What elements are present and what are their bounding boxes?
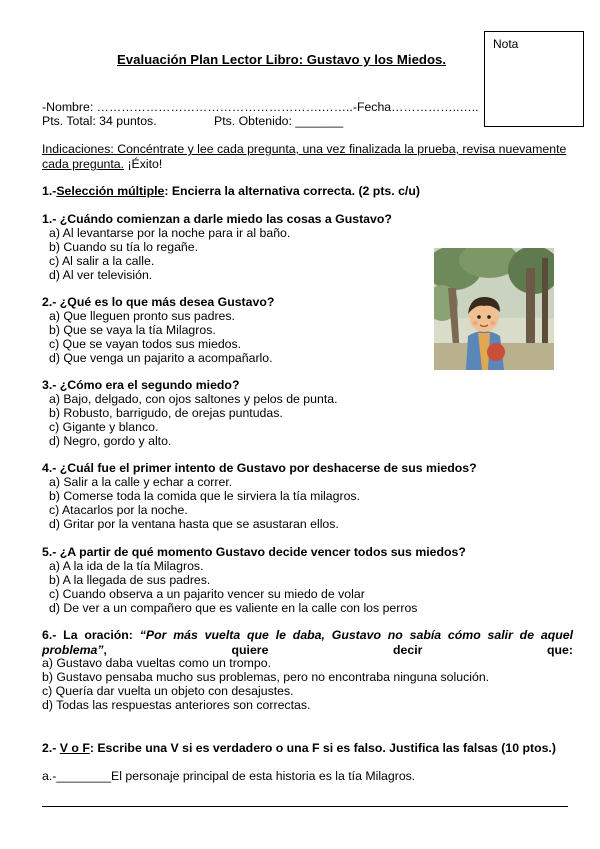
nota-box <box>484 31 584 127</box>
q3-option-d: d) Negro, gordo y alto. <box>49 434 172 448</box>
q2-option-d: d) Que venga un pajarito a acompañarlo. <box>49 351 273 365</box>
section2-prefix: 2.- <box>42 741 60 755</box>
q3-option-c: c) Gigante y blanco. <box>49 420 159 434</box>
section2-heading <box>42 741 556 755</box>
section1-heading <box>42 184 420 198</box>
total-points: Pts. Total: 34 puntos. <box>42 114 157 128</box>
q4-option-d: d) Gritar por la ventana hasta que se asustaran ellos. <box>49 517 339 531</box>
q5-option-a: a) A la ida de la tía Milagros. <box>49 559 204 573</box>
q4-option-b: b) Comerse toda la comida que le sirviera la tía milagros. <box>49 489 360 503</box>
section2-vf: V o F <box>59 741 90 755</box>
q1-option-d: d) Al ver televisión. <box>49 268 153 282</box>
name-date-line: -Nombre: ……………………………………………….……..-Fecha……………..….. <box>42 100 479 114</box>
instructions-label: Indicaciones: <box>42 142 114 156</box>
q5-option-d: d) De ver a un compañero que es valiente en la calle con los perros <box>49 601 418 615</box>
q3-option-a: a) Bajo, delgado, con ojos saltones y pelos de punta. <box>49 392 338 406</box>
q1-option-c: c) Al salir a la calle. <box>49 254 155 268</box>
section1-prefix: 1.- <box>42 184 57 198</box>
page-title: Evaluación Plan Lector Libro: Gustavo y los Miedos. <box>117 52 447 67</box>
q6-option-a: a) Gustavo daba vueltas como un trompo. <box>42 656 271 670</box>
q2-option-b: b) Que se vaya la tía Milagros. <box>49 323 216 337</box>
q4-option-c: c) Atacarlos por la noche. <box>49 503 188 517</box>
q6-prefix: 6.- La oración: <box>42 628 140 642</box>
q2-option-a: a) Que lleguen pronto sus padres. <box>49 309 235 323</box>
q2-option-c: c) Que se vayan todos sus miedos. <box>49 337 242 351</box>
instructions <box>42 142 572 172</box>
q6-option-c: c) Quería dar vuelta un objeto con desajustes. <box>42 684 294 698</box>
q6-option-d: d) Todas las respuestas anteriores son correctas. <box>42 698 311 712</box>
q1-option-b: b) Cuando su tía lo regañe. <box>49 240 199 254</box>
q3-option-b: b) Robusto, barrigudo, de orejas puntudas. <box>49 406 283 420</box>
section1-label: Selección múltiple <box>56 184 165 198</box>
q6-quote: “Por más vuelta que le daba, Gustavo no sabía cómo salir de aquel problema” <box>42 628 573 657</box>
q1-option-a: a) Al levantarse por la noche para ir al baño. <box>49 226 291 240</box>
instructions-text: Concéntrate y lee cada pregunta, una vez finalizada la prueba, revisa nuevamente cada pregunta. <box>42 142 567 171</box>
question-1: 1.- ¿Cuándo comienzan a darle miedo las cosas a Gustavo? <box>42 212 392 226</box>
question-5: 5.- ¿A partir de qué momento Gustavo decide vencer todos sus miedos? <box>42 545 466 559</box>
tf-item-a: a.-________El personaje principal de esta historia es la tía Milagros. <box>42 769 416 783</box>
q4-option-a: a) Salir a la calle y echar a correr. <box>49 475 233 489</box>
q5-option-b: b) A la llegada de sus padres. <box>49 573 211 587</box>
answer-line <box>42 806 568 807</box>
obtained-points: Pts. Obtenido: _______ <box>214 114 344 128</box>
question-4: 4.- ¿Cuál fue el primer intento de Gustavo por deshacerse de sus miedos? <box>42 461 477 475</box>
q5-option-c: c) Cuando observa a un pajarito vencer su miedo de volar <box>49 587 365 601</box>
section1-rest: : Encierra la alternativa correcta. (2 pts. c/u) <box>164 184 420 198</box>
q6-suffix: , quiere decir que: <box>103 643 573 657</box>
instructions-exito: ¡Éxito! <box>124 157 163 171</box>
nota-label: Nota <box>493 37 519 51</box>
boy-illustration <box>434 248 554 370</box>
question-3: 3.- ¿Cómo era el segundo miedo? <box>42 378 240 392</box>
question-6 <box>42 628 573 658</box>
question-2: 2.- ¿Qué es lo que más desea Gustavo? <box>42 295 275 309</box>
q6-option-b: b) Gustavo pensaba mucho sus problemas, pero no encontraba ninguna solución. <box>42 670 490 684</box>
section2-rest: : Escribe una V si es verdadero o una F si es falso. Justifica las falsas (10 ptos.) <box>89 741 556 755</box>
